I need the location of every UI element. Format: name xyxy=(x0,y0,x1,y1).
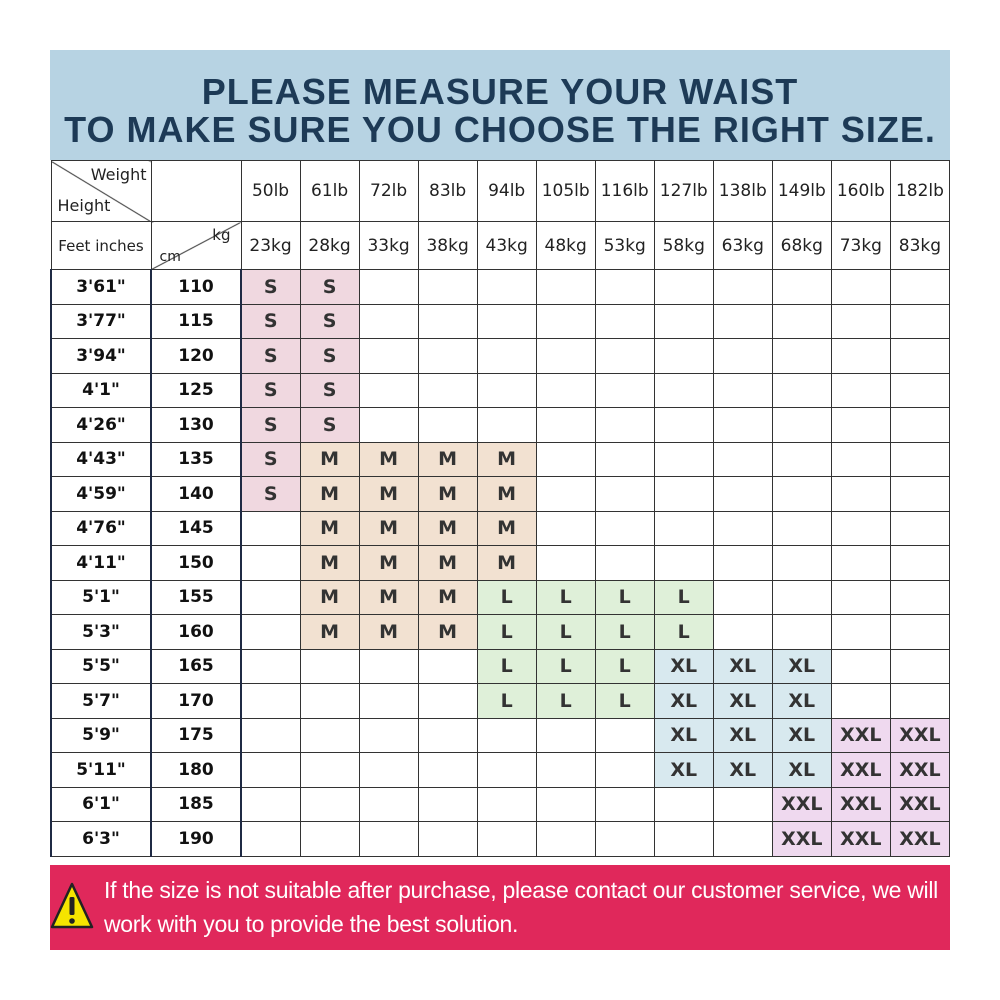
height-feet-inches: 5'9" xyxy=(51,718,151,753)
chart-header xyxy=(50,50,950,160)
empty-size-cell xyxy=(359,753,418,788)
empty-size-cell xyxy=(477,787,536,822)
height-feet-inches: 5'11" xyxy=(51,753,151,788)
empty-size-cell xyxy=(595,373,654,408)
size-cell: M xyxy=(300,546,359,581)
height-row xyxy=(51,270,950,305)
empty-size-cell xyxy=(831,649,890,684)
empty-size-cell xyxy=(831,442,890,477)
size-cell: XL xyxy=(654,684,713,719)
empty-size-cell xyxy=(890,304,949,339)
size-cell: XXL xyxy=(890,822,949,857)
weight-lb-header: 127lb xyxy=(654,161,713,222)
height-row xyxy=(51,339,950,374)
weight-kg-header: 48kg xyxy=(536,222,595,270)
empty-size-cell xyxy=(595,511,654,546)
empty-size-cell xyxy=(831,339,890,374)
size-cell: M xyxy=(359,615,418,650)
height-row xyxy=(51,718,950,753)
empty-size-cell xyxy=(536,408,595,443)
size-cell: L xyxy=(654,615,713,650)
kg-label: kg xyxy=(212,226,231,244)
height-feet-inches: 5'5" xyxy=(51,649,151,684)
size-cell: L xyxy=(595,684,654,719)
empty-size-cell xyxy=(241,580,300,615)
size-cell: L xyxy=(536,684,595,719)
weight-lb-row xyxy=(51,161,950,222)
size-cell: XXL xyxy=(772,822,831,857)
weight-lb-header: 72lb xyxy=(359,161,418,222)
size-cell: M xyxy=(418,580,477,615)
size-cell: S xyxy=(241,304,300,339)
empty-size-cell xyxy=(595,753,654,788)
empty-size-cell xyxy=(536,753,595,788)
size-cell: XXL xyxy=(831,753,890,788)
size-cell: M xyxy=(477,477,536,512)
height-row xyxy=(51,304,950,339)
height-row xyxy=(51,546,950,581)
size-cell: M xyxy=(359,477,418,512)
empty-size-cell xyxy=(300,753,359,788)
empty-size-cell xyxy=(595,339,654,374)
size-cell: M xyxy=(359,546,418,581)
empty-size-cell xyxy=(241,787,300,822)
weight-kg-header: 33kg xyxy=(359,222,418,270)
empty-size-cell xyxy=(713,270,772,305)
size-cell: XL xyxy=(713,753,772,788)
empty-size-cell xyxy=(536,546,595,581)
empty-size-cell xyxy=(418,822,477,857)
empty-size-cell xyxy=(418,408,477,443)
weight-lb-header: 83lb xyxy=(418,161,477,222)
height-cm: 170 xyxy=(151,684,241,719)
weight-lb-header: 149lb xyxy=(772,161,831,222)
height-cm: 165 xyxy=(151,649,241,684)
empty-size-cell xyxy=(713,580,772,615)
empty-size-cell xyxy=(418,373,477,408)
size-cell: S xyxy=(300,373,359,408)
empty-size-cell xyxy=(241,753,300,788)
empty-size-cell xyxy=(418,304,477,339)
empty-size-cell xyxy=(300,718,359,753)
empty-size-cell xyxy=(418,339,477,374)
size-cell: M xyxy=(300,511,359,546)
empty-size-cell xyxy=(359,649,418,684)
weight-kg-header: 43kg xyxy=(477,222,536,270)
empty-size-cell xyxy=(654,442,713,477)
empty-size-cell xyxy=(890,546,949,581)
weight-lb-header: 105lb xyxy=(536,161,595,222)
kg-cm-corner xyxy=(151,222,241,270)
weight-kg-row xyxy=(51,222,950,270)
size-chart xyxy=(50,50,950,950)
size-cell: S xyxy=(300,339,359,374)
size-cell: L xyxy=(477,649,536,684)
size-table xyxy=(50,160,950,857)
size-cell: M xyxy=(300,615,359,650)
empty-size-cell xyxy=(772,304,831,339)
empty-size-cell xyxy=(536,304,595,339)
empty-size-cell xyxy=(713,442,772,477)
height-row xyxy=(51,753,950,788)
size-cell: M xyxy=(418,442,477,477)
empty-size-cell xyxy=(536,477,595,512)
size-cell: L xyxy=(477,615,536,650)
empty-size-cell xyxy=(713,477,772,512)
size-cell: XL xyxy=(713,649,772,684)
weight-kg-header: 63kg xyxy=(713,222,772,270)
empty-size-cell xyxy=(654,822,713,857)
empty-size-cell xyxy=(831,477,890,512)
empty-size-cell xyxy=(831,270,890,305)
empty-size-cell xyxy=(241,718,300,753)
warning-icon xyxy=(50,881,94,931)
size-cell: L xyxy=(536,615,595,650)
empty-size-cell xyxy=(595,270,654,305)
empty-size-cell xyxy=(831,304,890,339)
height-feet-inches: 4'11" xyxy=(51,546,151,581)
empty-size-cell xyxy=(595,304,654,339)
size-cell: XL xyxy=(772,718,831,753)
empty-size-cell xyxy=(654,339,713,374)
empty-size-cell xyxy=(890,442,949,477)
weight-lb-header: 160lb xyxy=(831,161,890,222)
empty-size-cell xyxy=(595,718,654,753)
empty-size-cell xyxy=(595,546,654,581)
height-cm: 140 xyxy=(151,477,241,512)
size-cell: XXL xyxy=(772,787,831,822)
size-cell: M xyxy=(359,580,418,615)
empty-size-cell xyxy=(654,270,713,305)
height-feet-inches: 3'61" xyxy=(51,270,151,305)
empty-size-cell xyxy=(359,339,418,374)
size-cell: S xyxy=(241,477,300,512)
size-cell: M xyxy=(418,615,477,650)
height-row xyxy=(51,580,950,615)
empty-size-cell xyxy=(890,580,949,615)
empty-size-cell xyxy=(359,787,418,822)
empty-size-cell xyxy=(241,649,300,684)
size-cell: S xyxy=(241,408,300,443)
empty-size-cell xyxy=(477,822,536,857)
empty-size-cell xyxy=(890,270,949,305)
empty-size-cell xyxy=(772,477,831,512)
empty-size-cell xyxy=(713,408,772,443)
empty-size-cell xyxy=(241,615,300,650)
empty-size-cell xyxy=(536,718,595,753)
empty-size-cell xyxy=(713,546,772,581)
size-cell: S xyxy=(241,270,300,305)
size-cell: XXL xyxy=(831,718,890,753)
empty-size-cell xyxy=(477,373,536,408)
header-line-2: TO MAKE SURE YOU CHOOSE THE RIGHT SIZE. xyxy=(64,109,936,150)
height-cm: 175 xyxy=(151,718,241,753)
empty-size-cell xyxy=(772,408,831,443)
empty-size-cell xyxy=(300,822,359,857)
empty-size-cell xyxy=(536,339,595,374)
empty-size-cell xyxy=(772,373,831,408)
height-feet-inches: 3'94" xyxy=(51,339,151,374)
height-cm: 160 xyxy=(151,615,241,650)
cm-label: cm xyxy=(159,249,181,265)
height-row xyxy=(51,649,950,684)
weight-label: Weight xyxy=(90,165,147,184)
size-cell: M xyxy=(359,511,418,546)
size-cell: L xyxy=(536,580,595,615)
weight-kg-header: 38kg xyxy=(418,222,477,270)
size-cell: XL xyxy=(772,753,831,788)
empty-size-cell xyxy=(595,442,654,477)
height-row xyxy=(51,787,950,822)
size-cell: L xyxy=(654,580,713,615)
empty-size-cell xyxy=(831,373,890,408)
empty-size-cell xyxy=(890,511,949,546)
empty-size-cell xyxy=(654,477,713,512)
height-row xyxy=(51,511,950,546)
height-feet-inches: 5'3" xyxy=(51,615,151,650)
empty-size-cell xyxy=(831,408,890,443)
height-cm: 115 xyxy=(151,304,241,339)
weight-kg-header: 83kg xyxy=(890,222,949,270)
size-cell: M xyxy=(418,546,477,581)
empty-size-cell xyxy=(536,373,595,408)
header-line-1: PLEASE MEASURE YOUR WAIST xyxy=(201,71,799,112)
empty-size-cell xyxy=(654,787,713,822)
empty-size-cell xyxy=(359,373,418,408)
empty-size-cell xyxy=(772,580,831,615)
notice-text: If the size is not suitable after purchase, please contact our customer service, we will work with you to provide the best solution. xyxy=(104,877,938,937)
size-cell: M xyxy=(477,546,536,581)
height-feet-inches: 4'26" xyxy=(51,408,151,443)
empty-size-cell xyxy=(831,580,890,615)
empty-size-cell xyxy=(713,615,772,650)
empty-size-cell xyxy=(418,270,477,305)
weight-kg-header: 58kg xyxy=(654,222,713,270)
height-feet-inches: 4'59" xyxy=(51,477,151,512)
height-feet-inches: 6'3" xyxy=(51,822,151,857)
empty-size-cell xyxy=(241,511,300,546)
empty-size-cell xyxy=(772,546,831,581)
empty-size-cell xyxy=(359,822,418,857)
weight-kg-header: 53kg xyxy=(595,222,654,270)
empty-size-cell xyxy=(890,373,949,408)
empty-size-cell xyxy=(831,615,890,650)
empty-size-cell xyxy=(536,511,595,546)
height-cm: 190 xyxy=(151,822,241,857)
height-feet-inches: 5'7" xyxy=(51,684,151,719)
weight-lb-header: 116lb xyxy=(595,161,654,222)
height-label: Height xyxy=(57,196,111,215)
size-cell: M xyxy=(477,511,536,546)
empty-size-cell xyxy=(772,270,831,305)
empty-size-cell xyxy=(831,684,890,719)
empty-size-cell xyxy=(418,684,477,719)
empty-size-cell xyxy=(418,787,477,822)
empty-size-cell xyxy=(890,477,949,512)
size-cell: XL xyxy=(654,753,713,788)
empty-size-cell xyxy=(536,822,595,857)
empty-size-cell xyxy=(831,546,890,581)
size-cell: M xyxy=(300,580,359,615)
empty-size-cell xyxy=(300,787,359,822)
empty-size-cell xyxy=(300,684,359,719)
empty-size-cell xyxy=(654,511,713,546)
empty-size-cell xyxy=(359,718,418,753)
weight-kg-header: 23kg xyxy=(241,222,300,270)
empty-size-cell xyxy=(595,477,654,512)
empty-size-cell xyxy=(772,339,831,374)
size-cell: XXL xyxy=(890,718,949,753)
empty-size-cell xyxy=(595,408,654,443)
size-cell: S xyxy=(241,373,300,408)
empty-size-cell xyxy=(536,442,595,477)
height-row xyxy=(51,822,950,857)
size-cell: M xyxy=(300,477,359,512)
empty-size-cell xyxy=(713,304,772,339)
empty-size-cell xyxy=(713,373,772,408)
empty-size-cell xyxy=(536,787,595,822)
size-cell: XL xyxy=(772,649,831,684)
height-row xyxy=(51,477,950,512)
height-cm: 135 xyxy=(151,442,241,477)
empty-size-cell xyxy=(477,718,536,753)
empty-size-cell xyxy=(890,339,949,374)
empty-size-cell xyxy=(241,684,300,719)
empty-size-cell xyxy=(713,511,772,546)
empty-size-cell xyxy=(772,615,831,650)
empty-size-cell xyxy=(654,408,713,443)
empty-size-cell xyxy=(890,615,949,650)
empty-size-cell xyxy=(477,408,536,443)
height-cm: 150 xyxy=(151,546,241,581)
height-feet-inches: 4'76" xyxy=(51,511,151,546)
size-cell: M xyxy=(300,442,359,477)
height-cm: 185 xyxy=(151,787,241,822)
size-cell: L xyxy=(595,649,654,684)
size-cell: XL xyxy=(654,649,713,684)
size-cell: M xyxy=(359,442,418,477)
weight-kg-header: 68kg xyxy=(772,222,831,270)
size-cell: M xyxy=(418,477,477,512)
height-row xyxy=(51,373,950,408)
empty-size-cell xyxy=(418,649,477,684)
height-cm: 125 xyxy=(151,373,241,408)
empty-size-cell xyxy=(890,408,949,443)
size-cell: XXL xyxy=(890,753,949,788)
empty-size-cell xyxy=(359,684,418,719)
empty-size-cell xyxy=(595,822,654,857)
empty-size-cell xyxy=(241,822,300,857)
height-feet-inches: 5'1" xyxy=(51,580,151,615)
weight-height-corner xyxy=(51,161,151,222)
size-cell: S xyxy=(241,339,300,374)
size-cell: L xyxy=(477,684,536,719)
size-cell: L xyxy=(536,649,595,684)
empty-size-cell xyxy=(477,270,536,305)
empty-size-cell xyxy=(359,408,418,443)
empty-size-cell xyxy=(654,373,713,408)
height-row xyxy=(51,442,950,477)
size-cell: M xyxy=(418,511,477,546)
feet-inches-label: Feet inches xyxy=(51,222,151,270)
height-cm: 130 xyxy=(151,408,241,443)
height-row xyxy=(51,684,950,719)
height-cm: 155 xyxy=(151,580,241,615)
weight-lb-header: 50lb xyxy=(241,161,300,222)
empty-size-cell xyxy=(300,649,359,684)
empty-size-cell xyxy=(772,442,831,477)
empty-size-cell xyxy=(595,787,654,822)
empty-size-cell xyxy=(536,270,595,305)
empty-size-cell xyxy=(713,787,772,822)
size-cell: S xyxy=(300,408,359,443)
weight-lb-header: 138lb xyxy=(713,161,772,222)
height-cm: 120 xyxy=(151,339,241,374)
size-cell: XL xyxy=(772,684,831,719)
size-cell: XL xyxy=(654,718,713,753)
empty-size-cell xyxy=(359,270,418,305)
size-cell: XXL xyxy=(890,787,949,822)
empty-header-cell xyxy=(151,161,241,222)
weight-lb-header: 182lb xyxy=(890,161,949,222)
size-cell: M xyxy=(477,442,536,477)
height-cm: 110 xyxy=(151,270,241,305)
empty-size-cell xyxy=(772,511,831,546)
notice-banner xyxy=(50,865,950,950)
empty-size-cell xyxy=(890,649,949,684)
size-cell: XXL xyxy=(831,822,890,857)
height-cm: 180 xyxy=(151,753,241,788)
empty-size-cell xyxy=(713,822,772,857)
weight-kg-header: 28kg xyxy=(300,222,359,270)
weight-lb-header: 61lb xyxy=(300,161,359,222)
size-cell: XL xyxy=(713,718,772,753)
empty-size-cell xyxy=(418,718,477,753)
empty-size-cell xyxy=(418,753,477,788)
empty-size-cell xyxy=(831,511,890,546)
height-row xyxy=(51,408,950,443)
size-cell: S xyxy=(241,442,300,477)
size-cell: L xyxy=(595,615,654,650)
size-cell: L xyxy=(477,580,536,615)
size-cell: S xyxy=(300,270,359,305)
size-cell: XL xyxy=(713,684,772,719)
height-feet-inches: 6'1" xyxy=(51,787,151,822)
empty-size-cell xyxy=(654,304,713,339)
empty-size-cell xyxy=(477,753,536,788)
height-cm: 145 xyxy=(151,511,241,546)
size-cell: XXL xyxy=(831,787,890,822)
empty-size-cell xyxy=(241,546,300,581)
height-feet-inches: 4'43" xyxy=(51,442,151,477)
weight-lb-header: 94lb xyxy=(477,161,536,222)
empty-size-cell xyxy=(890,684,949,719)
size-cell: L xyxy=(595,580,654,615)
empty-size-cell xyxy=(477,339,536,374)
empty-size-cell xyxy=(713,339,772,374)
weight-kg-header: 73kg xyxy=(831,222,890,270)
size-cell: S xyxy=(300,304,359,339)
height-row xyxy=(51,615,950,650)
empty-size-cell xyxy=(477,304,536,339)
height-feet-inches: 4'1" xyxy=(51,373,151,408)
height-feet-inches: 3'77" xyxy=(51,304,151,339)
empty-size-cell xyxy=(654,546,713,581)
empty-size-cell xyxy=(359,304,418,339)
